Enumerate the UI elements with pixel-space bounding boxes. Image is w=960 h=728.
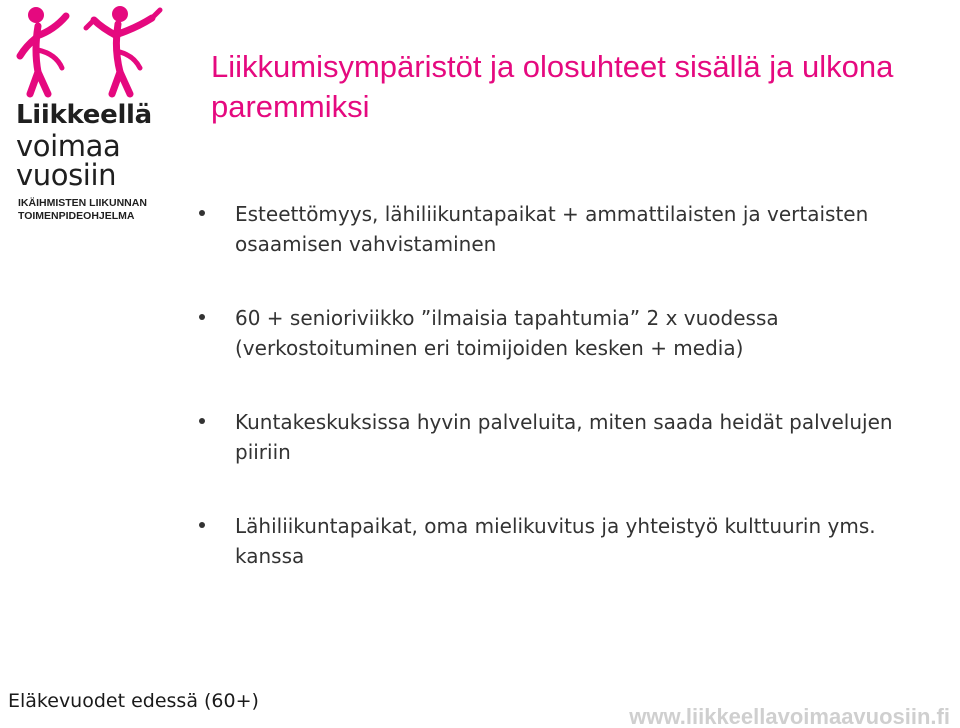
bullet-text: Lähiliikuntapaikat, oma mielikuvitus ja yhteistyö kulttuurin yms. kanssa bbox=[235, 514, 876, 568]
bullet-dot-icon bbox=[199, 210, 205, 216]
bullet-item bbox=[196, 511, 936, 571]
logo-caption-line-1: IKÄIHMISTEN LIIKUNNAN bbox=[18, 197, 147, 209]
bullet-list bbox=[196, 199, 936, 615]
bullet-text: Kuntakeskuksissa hyvin palveluita, miten saada heidät palvelujen piiriin bbox=[235, 410, 893, 464]
bullet-item bbox=[196, 407, 936, 467]
bullet-dot-icon bbox=[199, 314, 205, 320]
bullet-dot-icon bbox=[199, 418, 205, 424]
two-dancing-figures-icon bbox=[16, 2, 166, 98]
logo-caption-line-2: TOIMENPIDEOHJELMA bbox=[18, 210, 135, 222]
bullet-dot-icon bbox=[199, 522, 205, 528]
bullet-item bbox=[196, 199, 936, 259]
logo-wordmark-line-3: vuosiin bbox=[16, 158, 117, 192]
slide-title: Liikkumisympäristöt ja olosuhteet sisällä ja ulkona paremmiksi bbox=[211, 49, 894, 124]
logo bbox=[12, 2, 172, 222]
bullet-text: 60 + senioriviikko ”ilmaisia tapahtumia” 2 x vuodessa (verkostoituminen eri toimijoiden kesken + media) bbox=[235, 306, 779, 360]
bullet-item bbox=[196, 303, 936, 363]
logo-wordmark-line-2: voimaa bbox=[16, 129, 121, 163]
footer-program-name: Eläkevuodet edessä (60+) bbox=[8, 690, 259, 712]
bullet-text: Esteettömyys, lähiliikuntapaikat + ammattilaisten ja vertaisten osaamisen vahvistaminen bbox=[235, 202, 869, 256]
logo-wordmark-line-1: Liikkeellä bbox=[16, 100, 152, 130]
footer-website-url[interactable]: www.liikkeellavoimaavuosiin.fi bbox=[629, 704, 950, 728]
